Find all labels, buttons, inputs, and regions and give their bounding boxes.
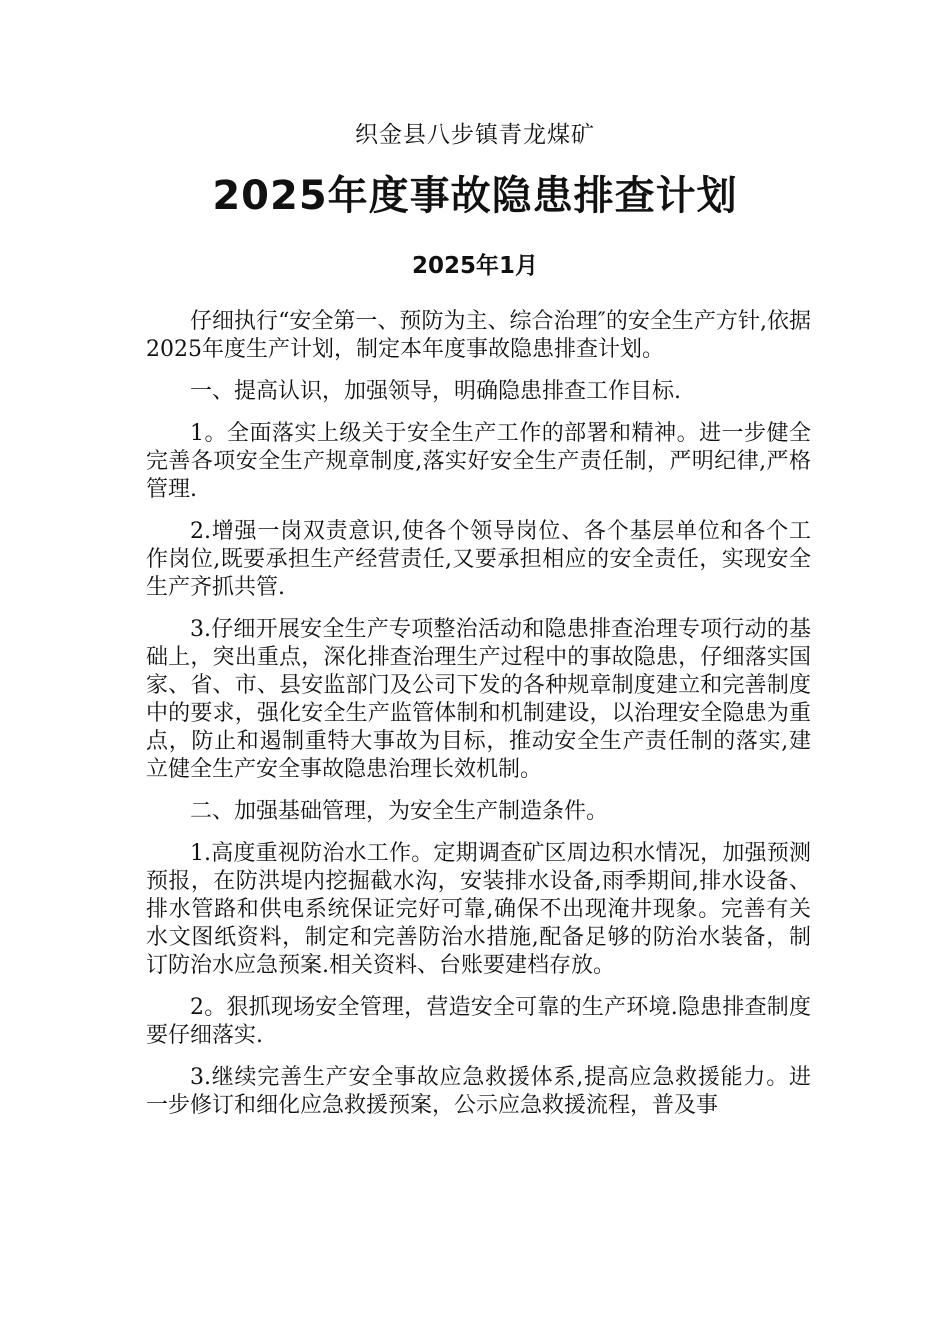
document-date: 2025年1月 [411, 253, 539, 279]
paragraph-2-3: 3.继续完善生产安全事故应急救援体系,提高应急救援能力。进一步修订和细化应急救援预案，公示应急救援流程，普及事 [146, 1065, 811, 1118]
paragraph-1-1: 1。全面落实上级关于安全生产工作的部署和精神。进一步健全完善各项安全生产规章制度,落实好安全生产责任制，严明纪律,严格管理. [146, 421, 811, 502]
paragraph-1-2: 2.增强一岗双责意识,使各个领导岗位、各个基层单位和各个工作岗位,既要承担生产经营责任,又要承担相应的安全责任，实现安全生产齐抓共管. [146, 519, 811, 600]
document-body [146, 308, 811, 1134]
document-title: 2025年度事故隐患排查计划 [212, 173, 738, 219]
paragraph-2-2: 2。狠抓现场安全管理，营造安全可靠的生产环境.隐患排查制度要仔细落实. [146, 995, 811, 1048]
section-heading-1: 一、提高认识，加强领导，明确隐患排查工作目标. [190, 379, 681, 404]
section-heading-2: 二、加强基础管理，为安全生产制造条件。 [190, 799, 609, 824]
paragraph-2-1: 1.高度重视防治水工作。定期调查矿区周边积水情况，加强预测预报，在防洪堤内挖掘截水沟，安装排水设备,雨季期间,排水设备、排水管路和供电系统保证完好可靠,确保不出现淹井现象。完善有关水文图纸资料，制定和完善防治水措施,配备足够的防治水装备，制订防治水应急预案.相关资料、台账要建档存放。 [146, 841, 811, 978]
paragraph-intro: 仔细执行“安全第一、预防为主、综合治理″的安全生产方针,依据2025年度生产计划，制定本年度事故隐患排查计划。 [146, 309, 811, 362]
organization-name: 织金县八步镇青龙煤矿 [355, 122, 595, 148]
paragraph-1-3: 3.仔细开展安全生产专项整治活动和隐患排查治理专项行动的基础上，突出重点，深化排查治理生产过程中的事故隐患，仔细落实国家、省、市、县安监部门及公司下发的各种规章制度建立和完善制度中的要求，强化安全生产监管体制和机制建设，以治理安全隐患为重点，防止和遏制重特大事故为目标，推动安全生产责任制的落实,建立健全生产安全事故隐患治理长效机制。 [146, 617, 811, 782]
